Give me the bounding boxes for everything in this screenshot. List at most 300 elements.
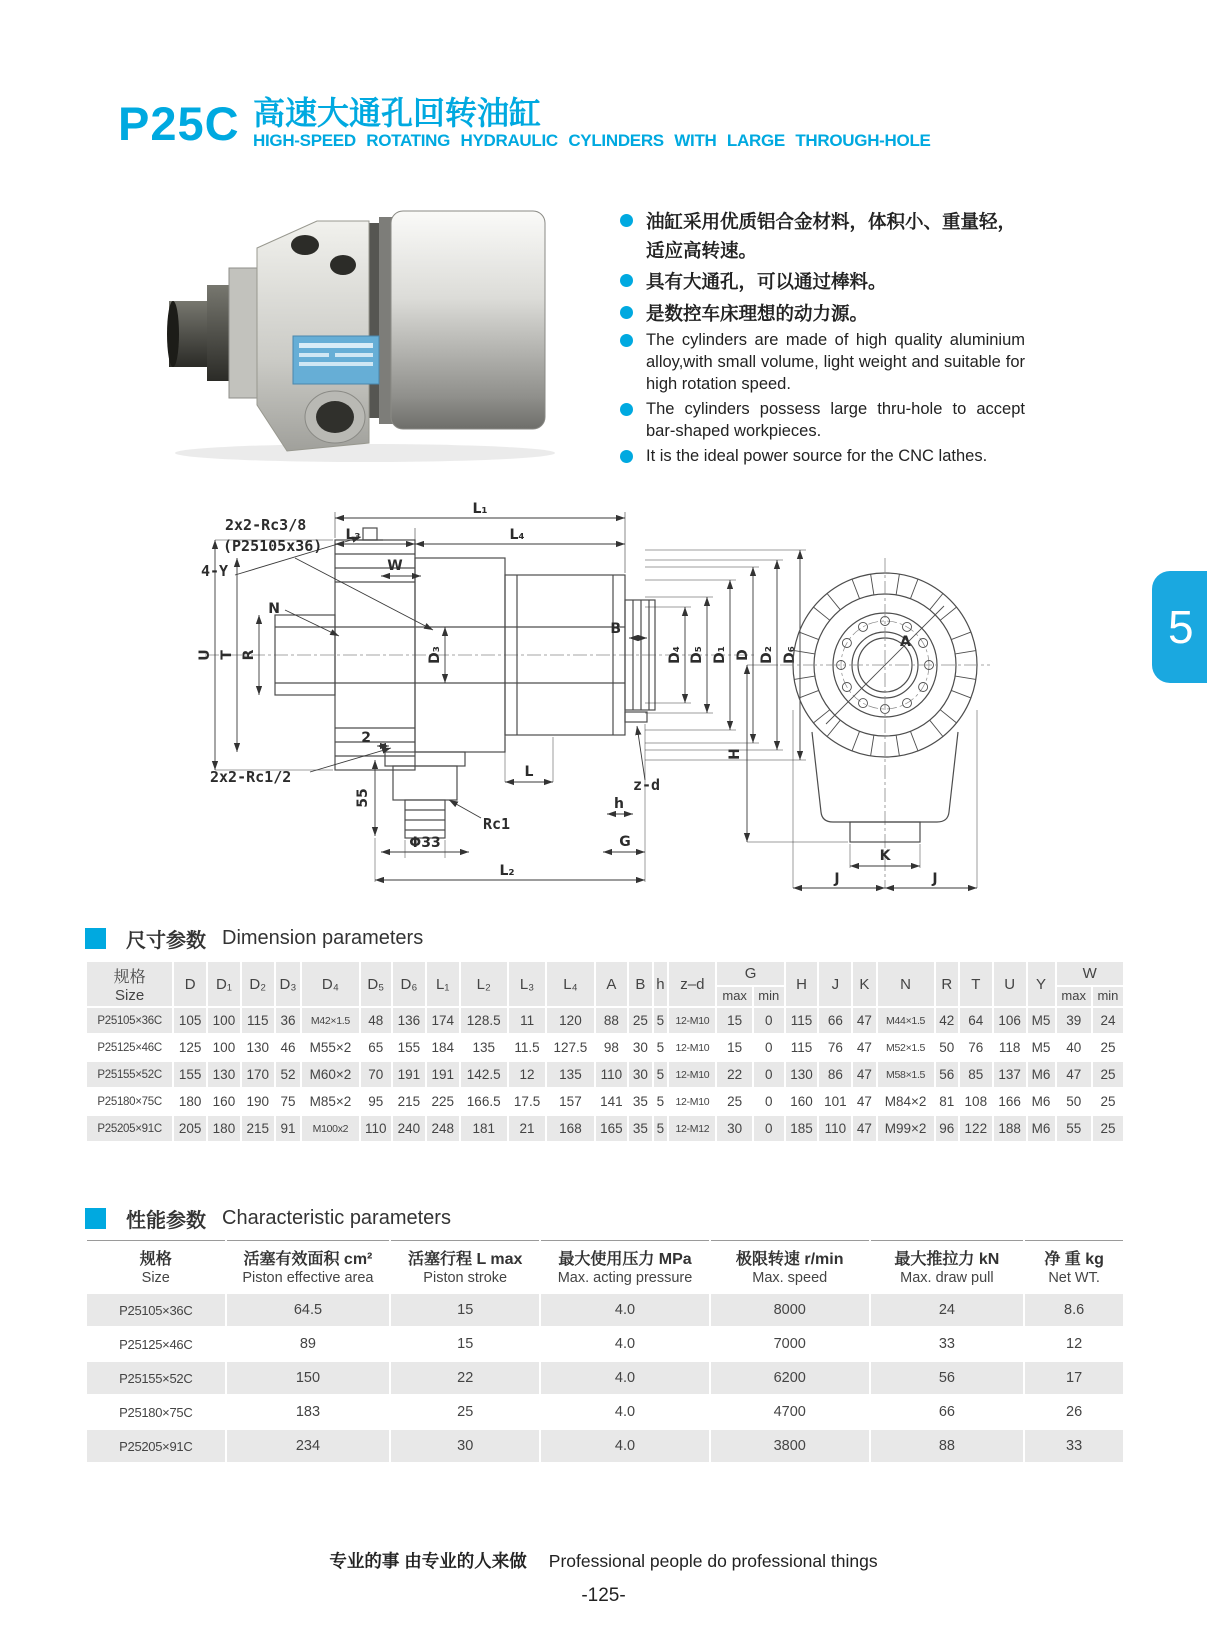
value-cell: 130 [241,1034,275,1061]
value-cell: 130 [785,1061,819,1088]
value-cell: 215 [241,1115,275,1142]
value-cell: 25 [716,1088,752,1115]
value-cell: 65 [360,1034,393,1061]
value-cell: 155 [173,1061,207,1088]
value-cell: 234 [226,1429,391,1463]
dim-label-r: R [241,649,257,661]
col-header: U [993,961,1027,1007]
size-cell: P25125×46C [86,1034,173,1061]
value-cell: 180 [207,1115,241,1142]
dim-label-h: h [614,796,624,812]
value-cell: 95 [360,1088,393,1115]
feature-text: The cylinders possess large thru-hole to accept bar-shaped workpieces. [646,399,1025,440]
dim-label-t: T [219,650,235,660]
value-cell: 33 [1024,1429,1124,1463]
value-cell: 24 [1092,1007,1124,1034]
section-title-cn: 尺寸参数 [126,929,206,952]
value-cell: 88 [595,1007,629,1034]
dim-label-d5: D₅ [689,646,705,664]
value-cell: 4.0 [540,1327,710,1361]
size-cell: P25205×91C [86,1115,173,1142]
value-cell: 22 [716,1061,752,1088]
value-cell: 142.5 [460,1061,508,1088]
value-cell: 85 [959,1061,993,1088]
value-cell: 12-M10 [668,1034,716,1061]
value-cell: 135 [546,1061,594,1088]
value-cell: 15 [390,1327,540,1361]
dim-label-u: U [197,649,213,661]
value-cell: 15 [716,1034,752,1061]
col-header: B [628,961,652,1007]
value-cell: 190 [241,1088,275,1115]
technical-drawing [85,480,1125,910]
dim-label-j2: J [932,871,938,887]
value-cell: 155 [392,1034,426,1061]
value-cell: 127.5 [546,1034,594,1061]
col-header: D₃ [275,961,302,1007]
dim-label-zd: z-d [633,776,661,794]
features-cn-list [620,208,1025,332]
value-cell: 17.5 [508,1088,547,1115]
value-cell: 40 [1056,1034,1092,1061]
value-cell: 30 [628,1034,652,1061]
value-cell: 4.0 [540,1361,710,1395]
value-cell: 137 [993,1061,1027,1088]
value-cell: 30 [390,1429,540,1463]
value-cell: 4.0 [540,1293,710,1327]
value-cell: 56 [935,1061,959,1088]
section-title-cn: 性能参数 [126,1209,206,1232]
value-cell: 168 [546,1115,594,1142]
name-plate-line [335,353,373,357]
size-cell: P25125×46C [86,1327,226,1361]
value-cell: 248 [426,1115,460,1142]
model-code: P25C [118,97,240,150]
feature-item [620,208,1025,265]
value-cell: 100 [207,1034,241,1061]
photo-shadow [175,444,555,462]
value-cell: 125 [173,1034,207,1061]
value-cell: 0 [753,1007,785,1034]
value-cell: 91 [275,1115,302,1142]
size-cell: P25155×52C [86,1361,226,1395]
col-header: 最大推拉力 kN Max. draw pull [870,1241,1025,1294]
col-header: 净 重 kg Net WT. [1024,1241,1124,1294]
section-title-en: Characteristic parameters [222,1206,451,1229]
value-cell: 0 [753,1034,785,1061]
value-cell: 17 [1024,1361,1124,1395]
col-header: 最大使用压力 MPa Max. acting pressure [540,1241,710,1294]
value-cell: 118 [993,1034,1027,1061]
value-cell: M58×1.5 [877,1061,935,1088]
value-cell: M5 [1027,1007,1056,1034]
feature-item [620,330,1025,396]
value-cell: 105 [173,1007,207,1034]
value-cell: M99×2 [877,1115,935,1142]
col-header: z–d [668,961,716,1007]
value-cell: 26 [1024,1395,1124,1429]
value-cell: 96 [935,1115,959,1142]
col-header: D [173,961,207,1007]
bullet-icon [620,334,633,347]
value-cell: 100 [207,1007,241,1034]
dim-label-b: B [610,621,621,637]
table-row [86,1429,1124,1463]
size-cell: P25105×36C [86,1293,226,1327]
section-header-characteristic [85,1206,451,1230]
section-marker-icon [85,1208,106,1229]
section-title-en: Dimension parameters [222,926,424,949]
size-cell: P25180×75C [86,1395,226,1429]
feature-text: The cylinders are made of high quality aluminium alloy,with small volume, light weight and suitable for high rotation speed. [646,331,1025,393]
bullet-icon [620,403,633,416]
col-subheader: min [1092,986,1124,1007]
col-header: 规格 Size [86,1241,226,1294]
value-cell: M6 [1027,1088,1056,1115]
value-cell: 64.5 [226,1293,391,1327]
value-cell: 47 [1056,1061,1092,1088]
value-cell: 70 [360,1061,393,1088]
value-cell: 75 [275,1088,302,1115]
value-cell: 35 [628,1115,652,1142]
footer-slogan-en: Professional people do professional things [548,1551,878,1571]
value-cell: 21 [508,1115,547,1142]
dim-label-l4: L₄ [509,527,525,543]
table-row [86,1115,1124,1142]
feature-item [620,300,1025,329]
value-cell: 24 [870,1293,1025,1327]
col-header: L₂ [460,961,508,1007]
value-cell: 47 [852,1007,876,1034]
value-cell: 101 [818,1088,852,1115]
value-cell: 130 [207,1061,241,1088]
value-cell: 160 [207,1088,241,1115]
value-cell: 0 [753,1061,785,1088]
name-plate-line [299,353,329,357]
value-cell: 25 [1092,1115,1124,1142]
dim-label-d: D [735,649,751,661]
size-cell: P25205×91C [86,1429,226,1463]
value-cell: 110 [595,1061,629,1088]
value-cell: 86 [818,1061,852,1088]
value-cell: 4700 [710,1395,870,1429]
value-cell: 6200 [710,1361,870,1395]
value-cell: 185 [785,1115,819,1142]
value-cell: 46 [275,1034,302,1061]
value-cell: 48 [360,1007,393,1034]
dimension-table [85,960,1125,1143]
right-view-labels [727,634,938,887]
dim-label-j1: J [834,871,840,887]
value-cell: 15 [390,1293,540,1327]
value-cell: 25 [628,1007,652,1034]
value-cell: M52×1.5 [877,1034,935,1061]
col-header: L₄ [546,961,594,1007]
col-header: D₆ [392,961,426,1007]
col-header: T [959,961,993,1007]
value-cell: 150 [226,1361,391,1395]
value-cell: 115 [785,1034,819,1061]
value-cell: 136 [392,1007,426,1034]
value-cell: 4.0 [540,1395,710,1429]
value-cell: 160 [785,1088,819,1115]
table-row [86,1061,1124,1088]
value-cell: 56 [870,1361,1025,1395]
dim-label-w: W [387,558,403,574]
value-cell: 5 [653,1115,669,1142]
value-cell: 205 [173,1115,207,1142]
table-row [86,1327,1124,1361]
value-cell: 122 [959,1115,993,1142]
feature-text: 是数控车床理想的动力源。 [646,303,869,325]
value-cell: M6 [1027,1061,1056,1088]
value-cell: 115 [785,1007,819,1034]
value-cell: 4.0 [540,1429,710,1463]
value-cell: 12 [1024,1327,1124,1361]
dim-label-d2: D₂ [759,646,775,664]
value-cell: 66 [870,1395,1025,1429]
table-row [86,1395,1124,1429]
dim-label-d1: D₁ [712,646,728,664]
value-cell: 47 [852,1088,876,1115]
value-cell: 3800 [710,1429,870,1463]
value-cell: 0 [753,1115,785,1142]
value-cell: 22 [390,1361,540,1395]
name-plate-line [299,362,373,366]
value-cell: 52 [275,1061,302,1088]
value-cell: 180 [173,1088,207,1115]
value-cell: 25 [1092,1088,1124,1115]
dim-label-rc12: 2x2-Rc1/2 [210,768,292,786]
port-screw-2 [330,255,356,275]
value-cell: 25 [390,1395,540,1429]
dim-label-l3: L₃ [345,527,361,543]
value-cell: 12-M10 [668,1061,716,1088]
value-cell: 98 [595,1034,629,1061]
bullet-icon [620,274,633,287]
chapter-number: 5 [1168,601,1194,653]
left-view-dimensions [215,512,806,882]
dim-label-g: G [619,834,631,850]
page-title-en: HIGH-SPEED ROTATING HYDRAULIC CYLINDERS WITH LARGE THROUGH-HOLE [253,131,931,150]
col-header: L₁ [426,961,460,1007]
value-cell: 47 [852,1034,876,1061]
col-subheader: min [753,986,785,1007]
value-cell: 141 [595,1088,629,1115]
value-cell: 25 [1092,1034,1124,1061]
value-cell: 191 [392,1061,426,1088]
value-cell: 8000 [710,1293,870,1327]
page-title-cn: 高速大通孔回转油缸 [253,95,542,131]
dim-label-4y: 4-Y [201,562,229,580]
col-header: A [595,961,629,1007]
col-header: D₂ [241,961,275,1007]
dim-label-note: (P25105x36) [223,537,323,555]
col-subheader: max [716,986,752,1007]
col-header-w: W [1056,961,1124,986]
value-cell: 33 [870,1327,1025,1361]
value-cell: 128.5 [460,1007,508,1034]
bullet-icon [620,306,633,319]
feature-text: 具有大通孔，可以通过棒料。 [646,271,887,293]
value-cell: 165 [595,1115,629,1142]
value-cell: 64 [959,1007,993,1034]
value-cell: 5 [653,1088,669,1115]
value-cell: 188 [993,1115,1027,1142]
chapter-tab [1152,571,1207,683]
value-cell: M6 [1027,1115,1056,1142]
bottom-port-hole [316,401,354,433]
table-row [86,1007,1124,1034]
value-cell: 47 [852,1061,876,1088]
col-header: D₄ [301,961,359,1007]
value-cell: 39 [1056,1007,1092,1034]
value-cell: 89 [226,1327,391,1361]
right-end-view [780,558,990,888]
port-screw-1 [291,235,319,255]
dim-label-rc1: Rc1 [483,815,511,833]
col-header-g: G [716,961,784,986]
value-cell: 110 [360,1115,393,1142]
footer-slogan [0,1548,1207,1573]
characteristic-table [85,1240,1125,1464]
value-cell: M44×1.5 [877,1007,935,1034]
value-cell: 76 [959,1034,993,1061]
value-cell: M84×2 [877,1088,935,1115]
col-header: D₅ [360,961,393,1007]
dim-label-2: 2 [361,730,371,746]
value-cell: 157 [546,1088,594,1115]
value-cell: 183 [226,1395,391,1429]
value-cell: 30 [628,1061,652,1088]
dim-label-n: N [268,601,280,617]
value-cell: 115 [241,1007,275,1034]
col-header: h [653,961,669,1007]
value-cell: 166 [993,1088,1027,1115]
value-cell: M55×2 [301,1034,359,1061]
value-cell: 66 [818,1007,852,1034]
page-number: -125- [581,1585,626,1606]
dim-label-l: L [524,764,534,780]
value-cell: M85×2 [301,1088,359,1115]
value-cell: M60×2 [301,1061,359,1088]
value-cell: 170 [241,1061,275,1088]
value-cell: 12-M12 [668,1115,716,1142]
product-photo-illustration [165,193,565,468]
col-header: 活塞有效面积 cm² Piston effective area [226,1241,391,1294]
dim-label-d6: D₆ [782,646,798,664]
value-cell: 110 [818,1115,852,1142]
col-header-size: 规格 Size [86,961,173,1007]
col-header: J [818,961,852,1007]
value-cell: 47 [852,1115,876,1142]
value-cell: 225 [426,1088,460,1115]
dim-label-d4: D₄ [667,646,683,664]
value-cell: 5 [653,1034,669,1061]
col-header: 极限转速 r/min Max. speed [710,1241,870,1294]
feature-text: 油缸采用优质铝合金材料，体积小、重量轻，适应高转速。 [646,211,1017,261]
shaft-end [167,301,179,367]
dim-label-phi33: Φ33 [409,835,441,851]
value-cell: 106 [993,1007,1027,1034]
col-header: L₃ [508,961,547,1007]
value-cell: 7000 [710,1327,870,1361]
col-header: N [877,961,935,1007]
dim-label-d3: D₃ [427,646,443,664]
value-cell: 12-M10 [668,1088,716,1115]
value-cell: 215 [392,1088,426,1115]
value-cell: 50 [1056,1088,1092,1115]
value-cell: 30 [716,1115,752,1142]
size-cell: P25155×52C [86,1061,173,1088]
value-cell: M5 [1027,1034,1056,1061]
value-cell: 8.6 [1024,1293,1124,1327]
dim-label-a: A [900,634,911,650]
value-cell: 35 [628,1088,652,1115]
dim-label-l1: L₁ [472,501,488,517]
table-row [86,1088,1124,1115]
value-cell: 181 [460,1115,508,1142]
value-cell: 42 [935,1007,959,1034]
value-cell: 50 [935,1034,959,1061]
value-cell: 76 [818,1034,852,1061]
left-section-view [205,528,757,838]
footer-slogan-cn: 专业的事 由专业的人来做 [329,1551,527,1571]
product-photo [165,193,565,468]
col-header: D₁ [207,961,241,1007]
table-row [86,1361,1124,1395]
dimension-drawing-svg [85,480,1125,910]
col-header: H [785,961,819,1007]
dim-label-H: H [727,748,743,760]
feature-item [620,399,1025,443]
value-cell: 240 [392,1115,426,1142]
dim-label-rc38: 2x2-Rc3/8 [225,516,307,534]
section-marker-icon [85,928,106,949]
size-cell: P25105×36C [86,1007,173,1034]
value-cell: 36 [275,1007,302,1034]
col-header: R [935,961,959,1007]
name-plate-line [299,343,373,348]
value-cell: M100x2 [301,1115,359,1142]
value-cell: 108 [959,1088,993,1115]
value-cell: 135 [460,1034,508,1061]
feature-item [620,446,1025,468]
feature-text: It is the ideal power source for the CNC lathes. [646,446,988,465]
value-cell: 120 [546,1007,594,1034]
value-cell: 15 [716,1007,752,1034]
value-cell: 166.5 [460,1088,508,1115]
table-row [86,1034,1124,1061]
value-cell: 12 [508,1061,547,1088]
dim-label-55: 55 [355,788,371,808]
value-cell: 5 [653,1061,669,1088]
value-cell: 55 [1056,1115,1092,1142]
col-header: K [852,961,876,1007]
value-cell: 81 [935,1088,959,1115]
size-cell: P25180×75C [86,1088,173,1115]
col-header: Y [1027,961,1056,1007]
value-cell: 88 [870,1429,1025,1463]
cylinder-drum [391,211,545,429]
value-cell: 5 [653,1007,669,1034]
dim-label-k: K [879,848,891,864]
bullet-icon [620,214,633,227]
value-cell: 12-M10 [668,1007,716,1034]
value-cell: 11.5 [508,1034,547,1061]
value-cell: 184 [426,1034,460,1061]
value-cell: M42×1.5 [301,1007,359,1034]
